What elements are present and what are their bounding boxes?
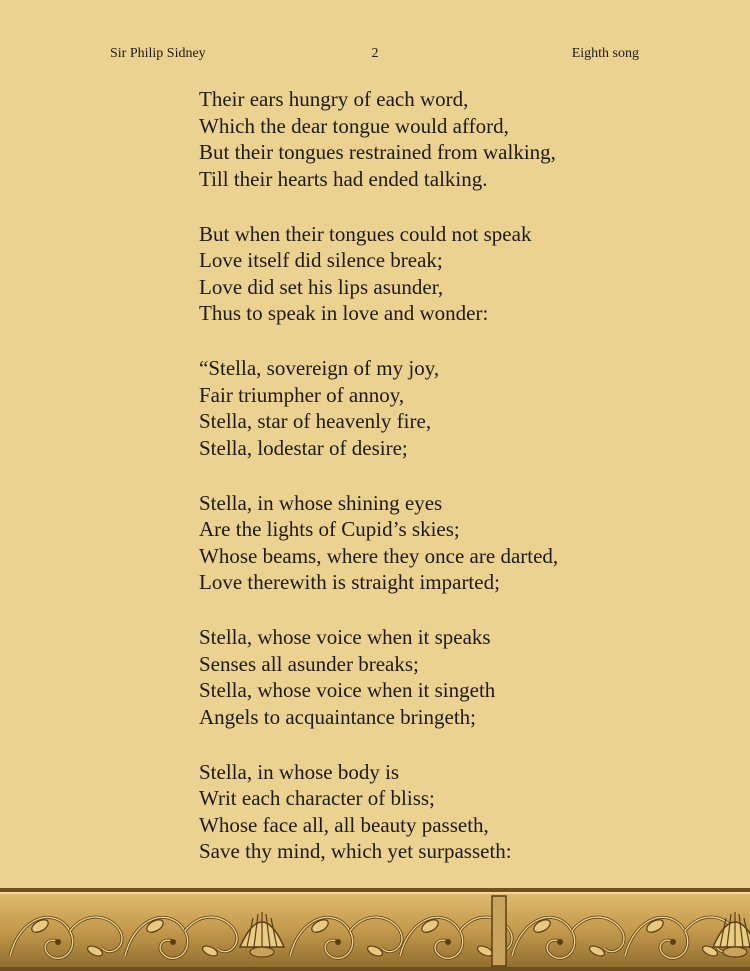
stanza [199,355,629,461]
header-title: Eighth song [571,46,639,61]
header-page-number: 2 [371,46,379,61]
poem-body [199,86,629,893]
poem-line: Which the dear tongue would afford, [199,113,509,138]
header-author: Sir Philip Sidney [110,46,206,61]
poem-line: But when their tongues could not speak [199,221,532,246]
poem-line: Save thy mind, which yet surpasseth: [199,839,512,863]
poem-line: Fair triumpher of annoy, [199,382,405,407]
running-header [0,44,750,64]
poem-line: Senses all asunder breaks; [199,651,419,676]
poem-line: “Stella, sovereign of my joy, [199,356,440,380]
poem-line: Thus to speak in love and wonder: [199,301,489,325]
stanza [199,86,629,192]
poem-line: Stella, lodestar of desire; [199,435,408,460]
poem-line: Stella, whose voice when it speaks [199,625,491,649]
stanza [199,759,629,865]
poem-line: Stella, in whose body is [199,759,400,784]
poem-line: Their ears hungry of each word, [199,87,469,111]
poem-line: Love itself did silence break; [199,248,443,272]
stanza [199,490,629,596]
poem-line: Stella, star of heavenly fire, [199,409,432,433]
stanza [199,624,629,730]
poem-line: Whose face all, all beauty passeth, [199,812,489,837]
poem-line: Stella, whose voice when it singeth [199,678,496,702]
poem-line: Writ each character of bliss; [199,786,435,810]
stanza [199,221,629,327]
decorative-border-ornament [0,888,750,971]
poem-line: Angels to acquaintance bringeth; [199,704,476,729]
poem-line: Whose beams, where they once are darted, [199,543,559,568]
poem-line: Love did set his lips asunder, [199,274,444,299]
poem-line: Are the lights of Cupid’s skies; [199,517,460,541]
poem-line: Stella, in whose shining eyes [199,490,443,515]
poem-line: Love therewith is straight imparted; [199,570,500,594]
poem-line: Till their hearts had ended talking. [199,166,488,191]
poem-line: But their tongues restrained from walking, [199,140,556,164]
